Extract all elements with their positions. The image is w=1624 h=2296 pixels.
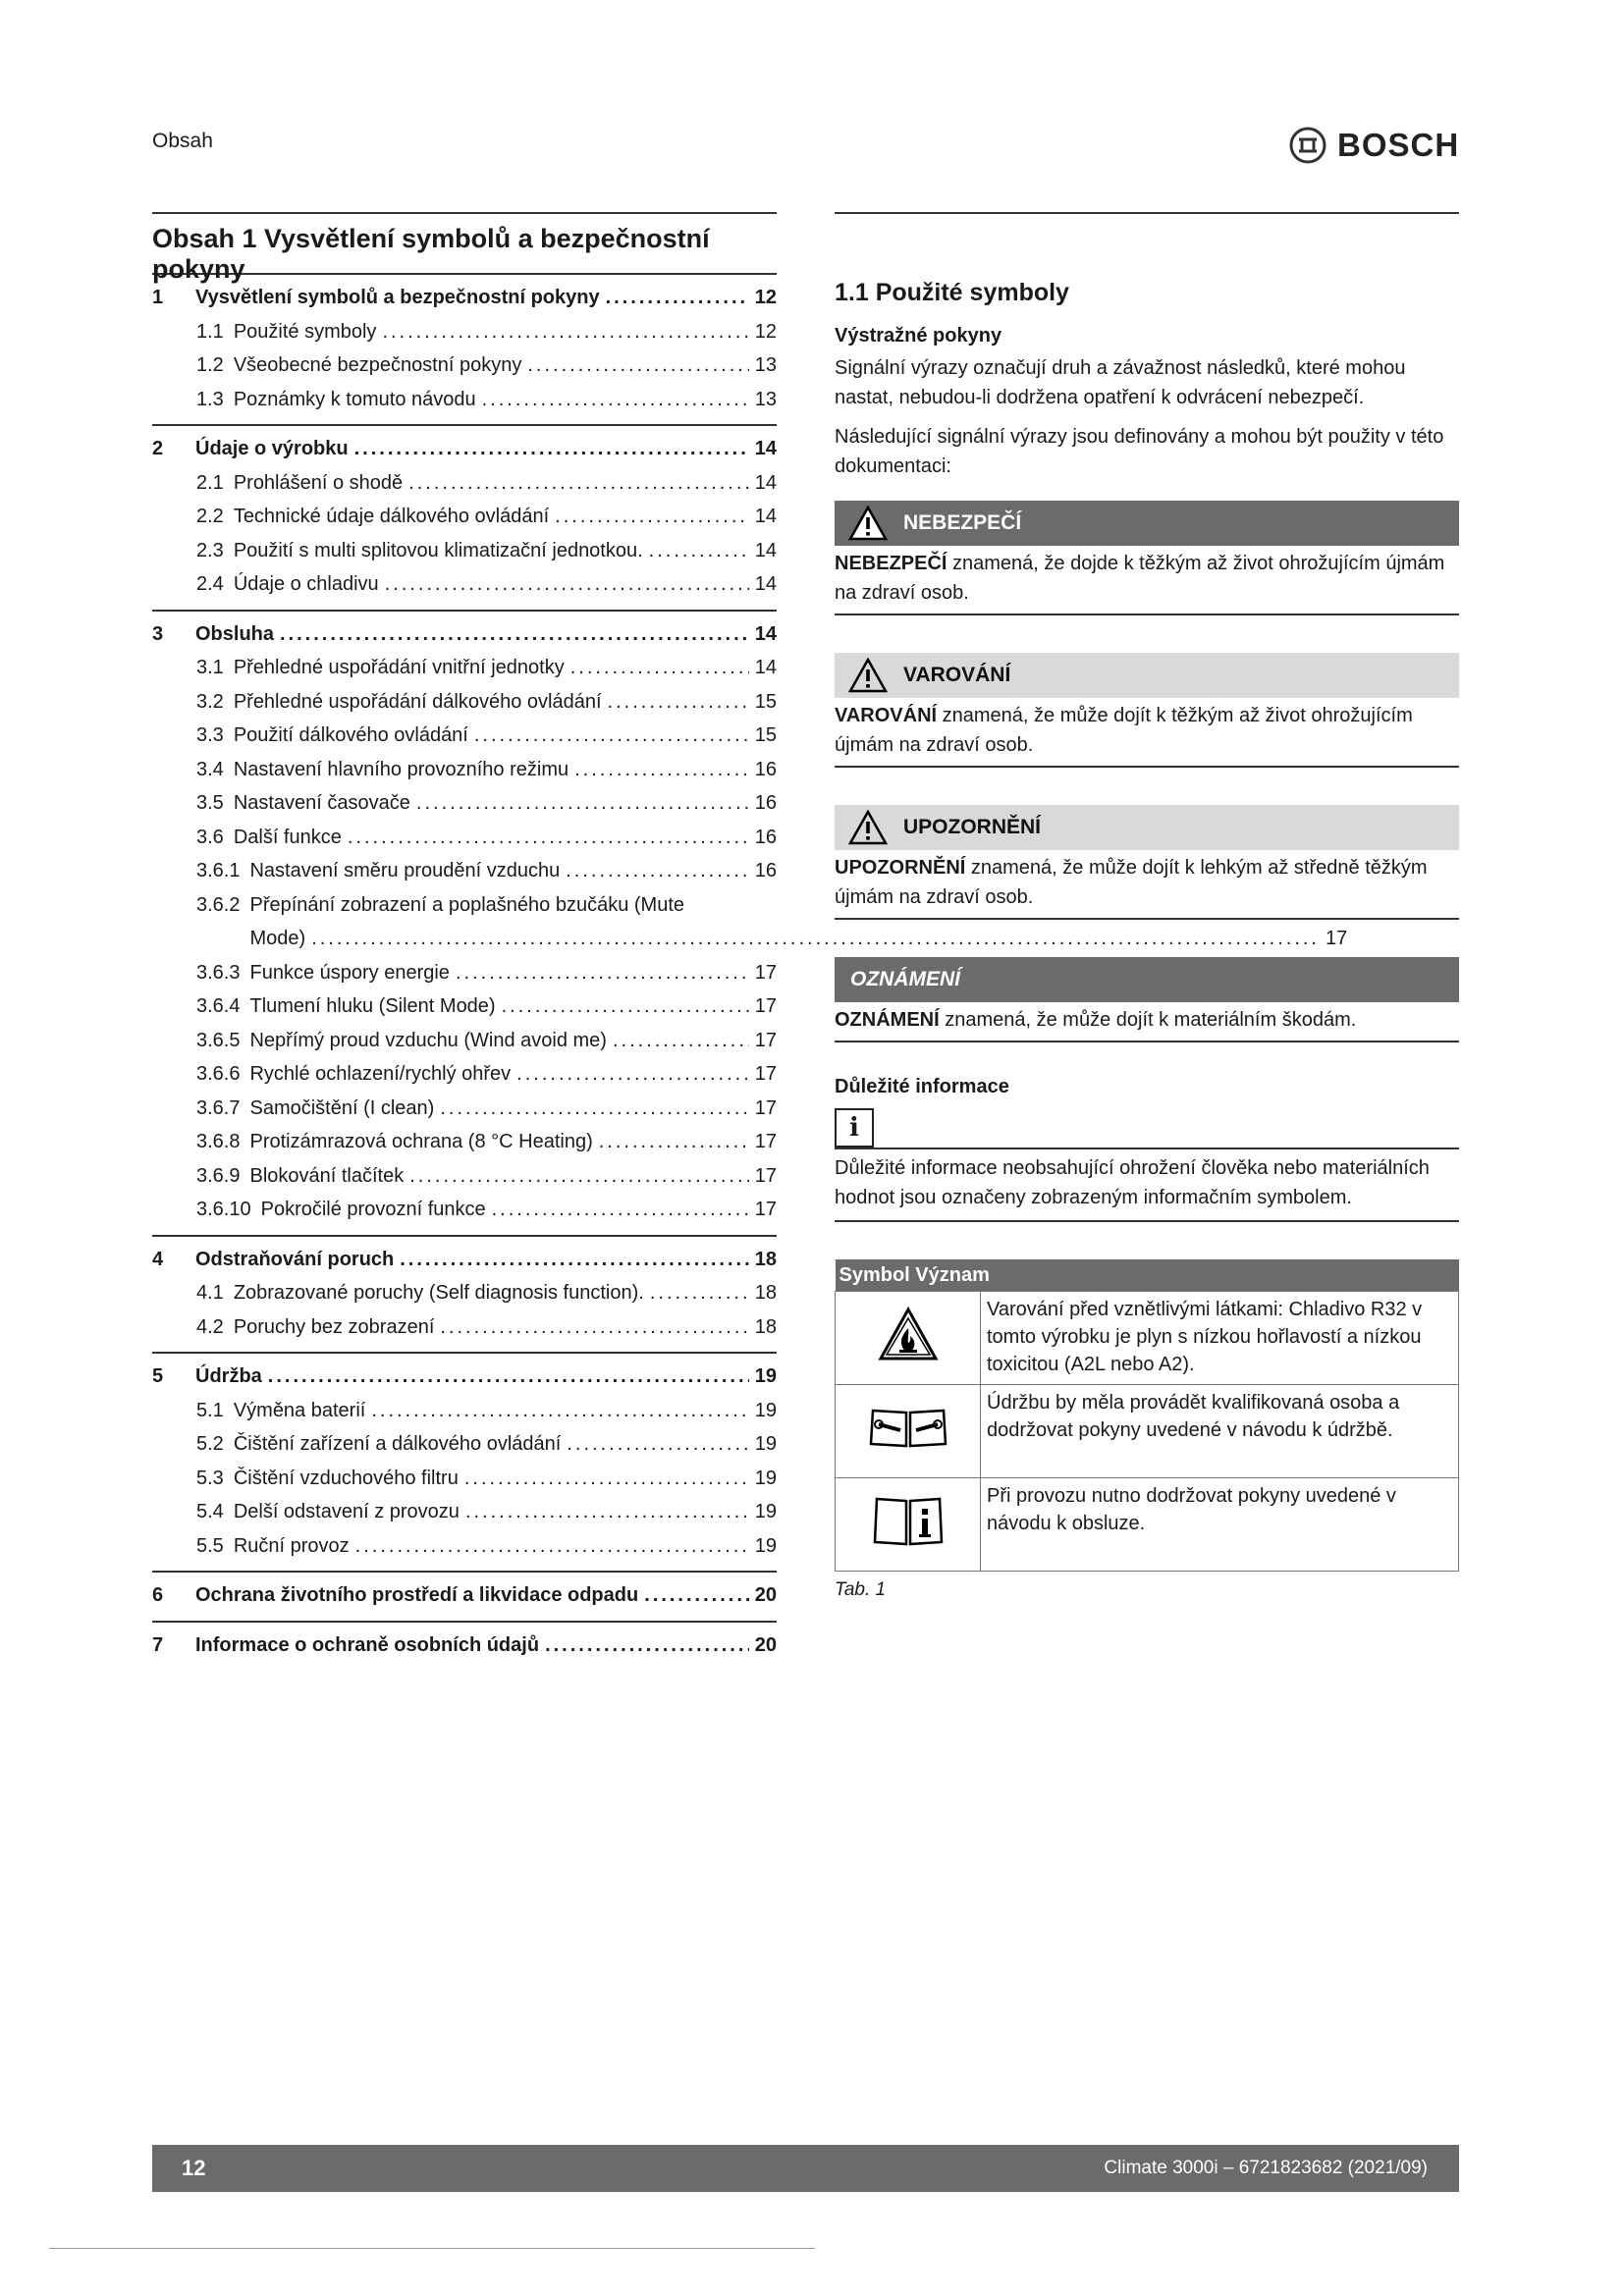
toc-number: 3.6.1 <box>196 860 241 881</box>
toc-entry[interactable] <box>152 821 777 855</box>
toc-entry[interactable] <box>152 1529 777 1564</box>
toc-entry[interactable] <box>152 1125 777 1159</box>
toc-page: 14 <box>754 471 777 494</box>
operating-manual-icon <box>871 1493 946 1548</box>
toc-number: 1 <box>152 287 164 308</box>
toc-page: 14 <box>754 506 777 527</box>
toc-entry[interactable] <box>152 315 777 349</box>
toc-label: Ruční provoz <box>233 1534 350 1557</box>
toc-chapter <box>152 1354 777 1573</box>
toc-chapter <box>152 426 777 612</box>
toc-label: Další funkce <box>233 826 342 848</box>
toc-number: 3.4 <box>196 758 224 780</box>
toc-page: 15 <box>754 690 777 713</box>
warnings-subheading: Výstražné pokyny <box>835 325 1002 347</box>
toc-number: 3.6.2 <box>196 893 241 916</box>
toc-page: 20 <box>754 1633 777 1656</box>
flammable-warning-icon <box>878 1307 939 1362</box>
toc-entry[interactable] <box>152 719 777 753</box>
warning-triangle-icon <box>848 506 888 541</box>
toc-entry[interactable] <box>152 1024 777 1058</box>
table-row <box>836 1385 1459 1478</box>
toc-page: 16 <box>754 792 777 814</box>
caution-bar <box>835 805 1459 850</box>
toc-page: 17 <box>754 1131 777 1152</box>
toc-page: 19 <box>754 1467 777 1489</box>
warning-title: VAROVÁNÍ <box>903 664 1011 686</box>
toc-number: 6 <box>152 1584 164 1606</box>
toc-chapter <box>152 1237 777 1355</box>
paragraph: Následující signální výrazy jsou definovány a mohou být použity v této dokumentaci: <box>835 426 1444 477</box>
toc-number: 5 <box>152 1365 164 1387</box>
toc-chapter <box>152 1573 777 1623</box>
toc-number: 3.6.7 <box>196 1096 241 1119</box>
caution-title: UPOZORNĚNÍ <box>903 816 1042 838</box>
toc-entry[interactable] <box>152 500 777 534</box>
toc-entry[interactable] <box>152 685 777 720</box>
toc-number: 3.3 <box>196 724 224 746</box>
toc-entry[interactable] <box>152 1310 777 1345</box>
document-id: Climate 3000i – 6721823682 (2021/09) <box>1104 2158 1428 2178</box>
toc-label: Údaje o výrobku <box>195 438 349 459</box>
toc-chapter <box>152 1623 777 1671</box>
bosch-armature-icon <box>1288 126 1327 165</box>
toc-entry[interactable] <box>152 348 777 383</box>
toc-label: Pokročilé provozní funkce <box>260 1199 486 1220</box>
toc-entry[interactable] <box>152 888 1348 956</box>
toc-label: Ochrana životního prostředí a likvidace odpadu <box>195 1584 639 1606</box>
caution-block <box>835 805 1459 920</box>
toc-label: Údržba <box>195 1365 262 1387</box>
toc-page: 20 <box>754 1584 777 1606</box>
toc-chapter-entry[interactable] <box>152 432 777 466</box>
toc-label: Obsluha <box>195 622 275 645</box>
toc-number: 3.6.9 <box>196 1164 241 1187</box>
toc-number: 1.1 <box>196 320 224 343</box>
toc-label: Tlumení hluku (Silent Mode) <box>249 995 496 1017</box>
toc-label: Použité symboly <box>233 320 377 343</box>
notice-block <box>835 957 1459 1042</box>
caution-text: UPOZORNĚNÍ znamená, že může dojít k lehkým až středně těžkým újmám na zdraví osob. <box>835 850 1459 920</box>
toc-number: 7 <box>152 1633 164 1656</box>
toc-label: Rychlé ochlazení/rychlý ohřev <box>249 1063 512 1085</box>
toc-chapter-entry[interactable] <box>152 1578 777 1613</box>
symbol-table <box>835 1259 1459 1572</box>
toc-label: Informace o ochraně osobních údajů <box>195 1633 540 1656</box>
toc-entry[interactable] <box>152 956 777 990</box>
toc-label: Údaje o chladivu <box>233 573 379 595</box>
toc-chapter-entry[interactable] <box>152 617 777 652</box>
toc-number: 3.6.6 <box>196 1063 241 1085</box>
bosch-logo <box>1288 126 1459 165</box>
toc-number: 2.2 <box>196 506 224 527</box>
symbols-section <box>835 212 1459 1601</box>
toc-number: 2 <box>152 438 164 459</box>
header-section-label: Obsah <box>152 130 213 152</box>
toc-label: Čištění zařízení a dálkového ovládání <box>233 1433 562 1455</box>
info-block <box>835 1108 1459 1222</box>
toc-page: 13 <box>754 388 777 410</box>
toc-page: 19 <box>754 1399 777 1421</box>
warning-bar <box>835 653 1459 698</box>
info-text: Důležité informace neobsahující ohrožení člověka nebo materiálních hodnot jsou označeny zobrazeným informačním symbolem. <box>835 1149 1459 1222</box>
important-info-subheading: Důležité informace <box>835 1076 1009 1097</box>
toc-page: 16 <box>754 826 777 848</box>
toc-number: 2.4 <box>196 573 224 595</box>
warning-triangle-icon <box>848 658 888 693</box>
warning-block <box>835 653 1459 768</box>
toc-title: Obsah 1 Vysvětlení symbolů a bezpečnostní pokyny <box>152 212 777 275</box>
toc-number: 1.2 <box>196 354 224 376</box>
toc-label: Použití dálkového ovládání <box>233 724 468 746</box>
toc-entry[interactable] <box>152 383 777 417</box>
toc-number: 3.5 <box>196 792 224 814</box>
toc-label: Nepřímý proud vzduchu (Wind avoid me) <box>249 1029 607 1051</box>
toc-entry[interactable] <box>152 1495 777 1529</box>
toc-page: 17 <box>1325 928 1348 949</box>
toc-number: 5.3 <box>196 1467 224 1489</box>
toc-chapter-entry[interactable] <box>152 1360 777 1394</box>
toc-number: 2.3 <box>196 539 224 561</box>
toc-number: 3.6.5 <box>196 1029 241 1051</box>
toc-page: 18 <box>754 1282 777 1304</box>
toc-entry[interactable] <box>152 466 777 501</box>
table-cell: Varování před vznětlivými látkami: Chladivo R32 v tomto výrobku je plyn s nízkou hořlavostí a nízkou toxicitou (A2L nebo A2). <box>981 1292 1459 1385</box>
toc-label: Přehledné uspořádání vnitřní jednotky <box>233 657 565 678</box>
toc-page: 17 <box>754 1199 777 1220</box>
toc-number: 3.6.4 <box>196 995 241 1017</box>
toc-chapter-entry[interactable] <box>152 1629 777 1663</box>
toc-entry[interactable] <box>152 1159 777 1194</box>
toc-entry[interactable] <box>152 651 777 685</box>
toc-number: 3.1 <box>196 657 224 678</box>
table-row <box>836 1292 1459 1385</box>
toc-page: 17 <box>754 995 777 1017</box>
paragraph: Signální výrazy označují druh a závažnost následků, které mohou nastat, nebudou-li dodržena opatření k odvrácení nebezpečí. <box>835 357 1406 408</box>
toc-page: 14 <box>754 622 777 645</box>
toc-label: Prohlášení o shodě <box>233 471 404 494</box>
toc-page: 16 <box>754 860 777 881</box>
toc-number: 3.6 <box>196 826 224 848</box>
toc-label: Přepínání zobrazení a poplašného bzučáku (Mute <box>249 893 684 916</box>
toc-page: 13 <box>754 354 777 376</box>
toc-entry[interactable] <box>152 1092 777 1126</box>
toc-page: 19 <box>754 1534 777 1557</box>
toc-entry[interactable] <box>152 989 777 1024</box>
toc-chapter <box>152 275 777 426</box>
table-row <box>836 1478 1459 1572</box>
toc-entry[interactable] <box>152 1427 777 1462</box>
toc-page: 19 <box>754 1365 777 1387</box>
table-cell: Údržbu by měla provádět kvalifikovaná osoba a dodržovat pokyny uvedené v návodu k údržbě. <box>981 1385 1459 1478</box>
toc-page: 14 <box>754 438 777 459</box>
toc-chapter-entry[interactable] <box>152 281 777 315</box>
toc-entry[interactable] <box>152 1276 777 1310</box>
toc-page: 14 <box>754 657 777 678</box>
toc-page: 19 <box>754 1501 777 1522</box>
toc-number: 5.1 <box>196 1399 224 1421</box>
notice-text: OZNÁMENÍ znamená, že může dojít k materiálním škodám. <box>835 1002 1459 1042</box>
toc-label: Technické údaje dálkového ovládání <box>233 506 550 527</box>
toc-page: 14 <box>754 573 777 595</box>
section-heading: 1.1 Použité symboly <box>835 279 1069 306</box>
toc-label: Delší odstavení z provozu <box>233 1501 460 1522</box>
toc-label: Použití s multi splitovou klimatizační jednotkou. <box>233 539 643 561</box>
toc-page: 16 <box>754 758 777 780</box>
toc-entry[interactable] <box>152 1193 777 1227</box>
danger-bar <box>835 501 1459 546</box>
toc-label: Protizámrazová ochrana (8 °C Heating) <box>249 1131 593 1152</box>
danger-title: NEBEZPEČÍ <box>903 511 1022 534</box>
toc-page: 17 <box>754 1063 777 1085</box>
toc-label: Nastavení směru proudění vzduchu <box>249 860 561 881</box>
toc-label: Funkce úspory energie <box>249 961 450 984</box>
toc-number: 1.3 <box>196 388 224 410</box>
toc-number: 3 <box>152 622 164 645</box>
toc-entry[interactable] <box>152 534 777 568</box>
page-number: 12 <box>182 2156 206 2180</box>
toc-page: 17 <box>754 1164 777 1187</box>
toc-page: 19 <box>754 1433 777 1455</box>
toc-label: Poruchy bez zobrazení <box>233 1315 435 1338</box>
toc-entry[interactable] <box>152 1462 777 1496</box>
toc-entry[interactable] <box>152 786 777 821</box>
toc-number: 3.6.10 <box>196 1199 251 1220</box>
danger-text: NEBEZPEČÍ znamená, že dojde k těžkým až život ohrožujícím újmám na zdraví osob. <box>835 546 1459 615</box>
warning-triangle-icon <box>848 810 888 845</box>
toc-page: 15 <box>754 724 777 746</box>
toc-page: 17 <box>754 1029 777 1051</box>
toc-label: Přehledné uspořádání dálkového ovládání <box>233 690 602 713</box>
toc-label: Všeobecné bezpečnostní pokyny <box>233 354 522 376</box>
table-caption: Tab. 1 <box>835 1579 887 1600</box>
toc-label: Zobrazované poruchy (Self diagnosis function). <box>233 1282 644 1304</box>
toc-label: Blokování tlačítek <box>249 1164 405 1187</box>
info-icon: i <box>835 1108 874 1148</box>
toc-number: 3.2 <box>196 690 224 713</box>
toc-number: 5.2 <box>196 1433 224 1455</box>
toc-number: 5.4 <box>196 1501 224 1522</box>
brand-name: BOSCH <box>1337 127 1460 163</box>
toc-number: 2.1 <box>196 471 224 494</box>
toc-label: Vysvětlení symbolů a bezpečnostní pokyny <box>195 287 600 308</box>
toc-entry[interactable] <box>152 1057 777 1092</box>
toc-label: Nastavení časovače <box>233 792 410 814</box>
table-header: Symbol Význam <box>836 1259 1459 1292</box>
toc-number: 3.6.8 <box>196 1131 241 1152</box>
toc-entry[interactable] <box>152 1394 777 1428</box>
toc-chapter-entry[interactable] <box>152 1243 777 1277</box>
toc-label: Čištění vzduchového filtru <box>233 1467 459 1489</box>
toc-entry[interactable] <box>152 567 777 602</box>
toc-page: 18 <box>754 1315 777 1338</box>
toc-label: Odstraňování poruch <box>195 1248 395 1270</box>
toc-number: 4.2 <box>196 1315 224 1338</box>
notice-bar <box>835 957 1459 1002</box>
toc-page: 17 <box>754 1096 777 1119</box>
toc-label: Samočištění (I clean) <box>249 1096 435 1119</box>
warning-text: VAROVÁNÍ znamená, že může dojít k těžkým až život ohrožujícím újmám na zdraví osob. <box>835 698 1459 768</box>
table-cell: Při provozu nutno dodržovat pokyny uvedené v návodu k obsluze. <box>981 1478 1459 1572</box>
toc-entry[interactable] <box>152 753 777 787</box>
toc-number: 5.5 <box>196 1534 224 1557</box>
page-footer <box>152 2145 1459 2192</box>
toc-number: 3.6.3 <box>196 961 241 984</box>
toc-number: 4 <box>152 1248 164 1270</box>
toc-page: 17 <box>754 961 777 984</box>
toc-label: Výměna baterií <box>233 1399 366 1421</box>
toc-label: Nastavení hlavního provozního režimu <box>233 758 569 780</box>
toc-number: 4.1 <box>196 1282 224 1304</box>
toc-page: 12 <box>754 320 777 343</box>
toc-page: 12 <box>754 287 777 308</box>
toc-page: 18 <box>754 1248 777 1270</box>
toc-page: 14 <box>754 539 777 561</box>
toc-label: Mode) <box>249 928 306 949</box>
toc-label: Poznámky k tomuto návodu <box>233 388 476 410</box>
service-manual-icon <box>867 1403 949 1452</box>
notice-title: OZNÁMENÍ <box>850 968 960 990</box>
danger-block <box>835 501 1459 615</box>
toc-entry[interactable] <box>152 854 777 888</box>
